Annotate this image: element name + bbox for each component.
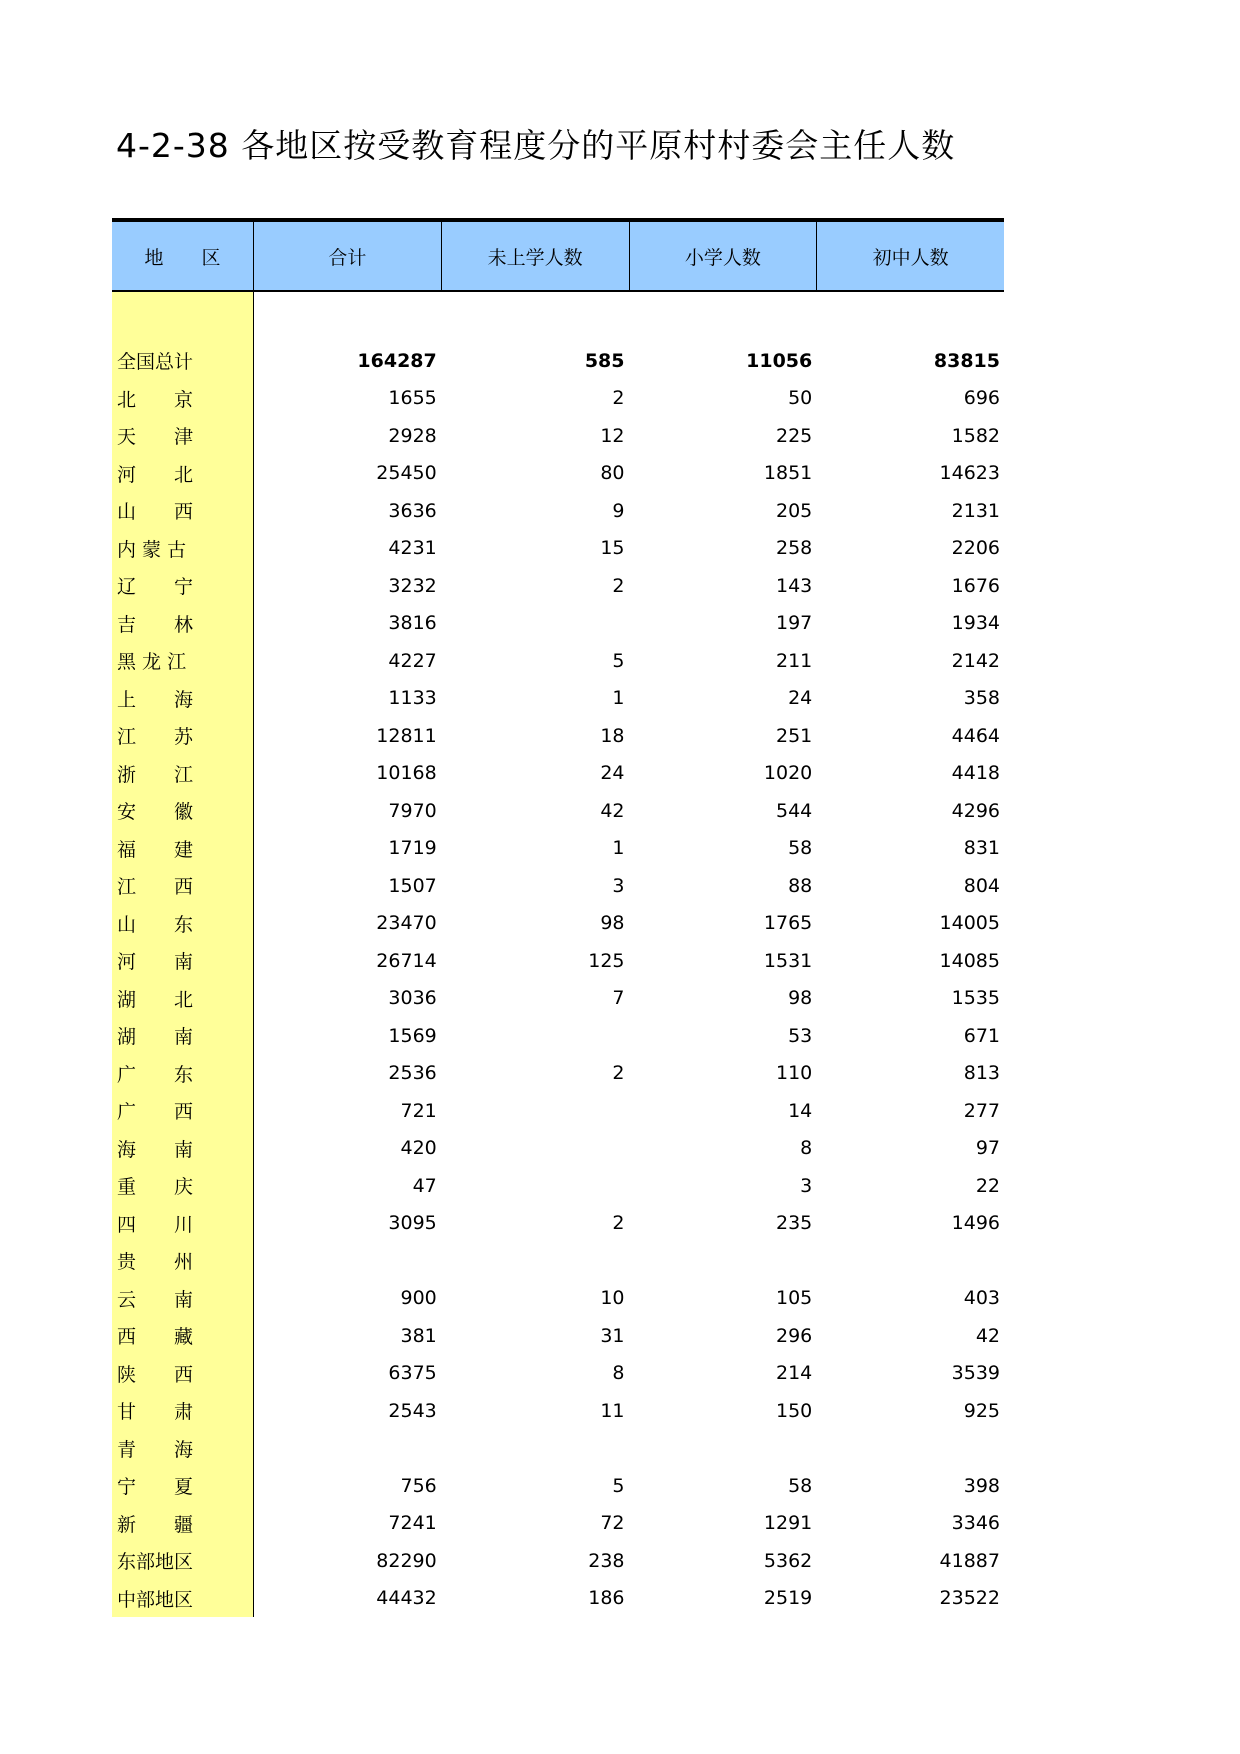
region-name: 西 藏 [117,1326,194,1349]
total-cell: 47 [412,1174,437,1197]
no-school-cell: 80 [600,462,625,485]
junior-high-cell: 14623 [939,462,1000,485]
region-name: 中部地区 [117,1588,194,1611]
table-row [112,1505,1004,1543]
header-region: 地 区 [144,246,221,269]
table-row [112,642,1004,680]
junior-high-cell: 804 [963,874,1000,897]
primary-cell: 98 [788,987,813,1010]
total-cell: 25450 [376,462,437,485]
region-name: 河 北 [117,463,194,486]
table-row [112,567,1004,605]
junior-high-cell: 358 [963,687,1000,710]
table-row [112,605,1004,643]
region-name: 上 海 [117,688,194,711]
table-row [112,1242,1004,1280]
total-cell: 4231 [388,537,437,560]
table-row [112,530,1004,568]
total-cell: 721 [400,1099,437,1122]
primary-cell: 2519 [763,1587,813,1610]
region-name: 全国总计 [117,351,194,374]
table-row [112,1467,1004,1505]
primary-cell: 150 [775,1399,813,1422]
header-total: 合计 [253,222,441,290]
junior-high-cell: 4296 [951,799,1000,822]
junior-high-cell: 831 [963,837,1000,860]
region-name: 海 南 [117,1138,194,1161]
junior-high-cell: 42 [975,1324,1000,1347]
junior-high-cell: 403 [963,1287,1000,1310]
table-row [112,1542,1004,1580]
junior-high-cell: 671 [963,1024,1000,1047]
total-cell: 3816 [388,612,437,635]
table-row [112,1280,1004,1318]
junior-high-cell: 2142 [951,649,1000,672]
total-cell: 3232 [388,574,437,597]
junior-high-cell: 14085 [939,949,1000,972]
primary-cell: 3 [800,1174,813,1197]
junior-high-cell: 2131 [951,499,1000,522]
table-row [112,342,1004,380]
table-row [112,1205,1004,1243]
no-school-cell: 42 [600,799,625,822]
table-row [112,1092,1004,1130]
no-school-cell: 1 [612,687,625,710]
no-school-cell: 2 [612,1062,625,1085]
data-table [112,218,1004,1617]
no-school-cell: 5 [612,649,625,672]
no-school-cell: 238 [588,1549,625,1572]
table-row [112,1317,1004,1355]
primary-cell: 105 [775,1287,813,1310]
no-school-cell: 24 [600,762,625,785]
total-cell: 900 [400,1287,437,1310]
region-name: 广 西 [117,1101,194,1124]
table-row [112,942,1004,980]
junior-high-cell: 925 [963,1399,1000,1422]
junior-high-cell: 1934 [951,612,1000,635]
junior-high-cell: 813 [963,1062,1000,1085]
total-cell: 44432 [376,1587,437,1610]
total-cell: 1719 [388,837,437,860]
junior-high-cell: 14005 [939,912,1000,935]
table-row [112,1130,1004,1168]
primary-cell: 58 [788,837,813,860]
region-name: 河 南 [117,951,194,974]
total-cell: 2928 [388,424,437,447]
no-school-cell: 3 [612,874,625,897]
table-row [112,905,1004,943]
total-cell: 2543 [388,1399,437,1422]
header-junior-high: 初中人数 [816,222,1004,290]
table-row [112,680,1004,718]
total-cell: 26714 [376,949,437,972]
no-school-cell: 31 [600,1324,625,1347]
region-name: 辽 宁 [117,576,194,599]
primary-cell: 225 [775,424,813,447]
primary-cell: 258 [775,537,813,560]
total-cell: 164287 [357,349,437,372]
primary-cell: 544 [775,799,813,822]
total-cell: 23470 [376,912,437,935]
region-name: 江 西 [117,876,194,899]
total-cell: 1507 [388,874,437,897]
region-name: 东部地区 [117,1551,194,1574]
primary-cell: 14 [788,1099,813,1122]
no-school-cell: 9 [612,499,625,522]
region-name: 山 东 [117,913,194,936]
total-cell: 7970 [388,799,437,822]
total-cell: 4227 [388,649,437,672]
junior-high-cell: 3539 [951,1362,1000,1385]
primary-cell: 143 [775,574,813,597]
primary-cell: 11056 [746,349,813,372]
primary-cell: 1851 [763,462,813,485]
table-row [112,1017,1004,1055]
table-row [112,380,1004,418]
table-row [112,755,1004,793]
region-name: 黑 龙 江 [117,651,187,674]
total-cell: 2536 [388,1062,437,1085]
header-spacer [112,292,1004,342]
total-cell: 3036 [388,987,437,1010]
header-primary: 小学人数 [629,222,817,290]
primary-cell: 1020 [763,762,813,785]
region-name: 吉 林 [117,613,194,636]
primary-cell: 296 [775,1324,813,1347]
primary-cell: 110 [775,1062,813,1085]
total-cell: 1133 [388,687,437,710]
junior-high-cell: 41887 [939,1549,1000,1572]
total-cell: 381 [400,1324,437,1347]
table-row [112,1167,1004,1205]
junior-high-cell: 696 [963,387,1000,410]
primary-cell: 8 [800,1137,813,1160]
primary-cell: 50 [788,387,813,410]
table-row [112,1580,1004,1618]
junior-high-cell: 1676 [951,574,1000,597]
region-name: 内 蒙 古 [117,538,187,561]
region-name: 宁 夏 [117,1476,194,1499]
region-name: 湖 北 [117,988,194,1011]
junior-high-cell: 1535 [951,987,1000,1010]
total-cell: 12811 [376,724,437,747]
primary-cell: 5362 [763,1549,813,1572]
table-row [112,867,1004,905]
primary-cell: 211 [775,649,813,672]
primary-cell: 53 [788,1024,813,1047]
page-title: 4-2-38 各地区按受教育程度分的平原村村委会主任人数 [116,126,956,165]
no-school-cell: 2 [612,1212,625,1235]
no-school-cell: 98 [600,912,625,935]
region-name: 四 川 [117,1213,194,1236]
total-cell: 756 [400,1474,437,1497]
table-row [112,455,1004,493]
total-cell: 7241 [388,1512,437,1535]
no-school-cell: 125 [588,949,625,972]
region-name: 浙 江 [117,763,194,786]
junior-high-cell: 22 [975,1174,1000,1197]
no-school-cell: 2 [612,387,625,410]
junior-high-cell: 1496 [951,1212,1000,1235]
table-row [112,1430,1004,1468]
junior-high-cell: 3346 [951,1512,1000,1535]
no-school-cell: 8 [612,1362,625,1385]
junior-high-cell: 277 [963,1099,1000,1122]
region-name: 新 疆 [117,1513,194,1536]
table-row [112,830,1004,868]
header-no-school: 未上学人数 [441,222,629,290]
table-row [112,717,1004,755]
primary-cell: 1291 [763,1512,813,1535]
primary-cell: 1531 [763,949,813,972]
region-name: 广 东 [117,1063,194,1086]
junior-high-cell: 97 [975,1137,1000,1160]
region-name: 江 苏 [117,726,194,749]
junior-high-cell: 4464 [951,724,1000,747]
table-header [112,222,1004,292]
table-row [112,1055,1004,1093]
junior-high-cell: 23522 [939,1587,1000,1610]
region-name: 湖 南 [117,1026,194,1049]
region-name: 云 南 [117,1288,194,1311]
total-cell: 3636 [388,499,437,522]
total-cell: 1569 [388,1024,437,1047]
primary-cell: 235 [775,1212,813,1235]
junior-high-cell: 1582 [951,424,1000,447]
primary-cell: 58 [788,1474,813,1497]
total-cell: 10168 [376,762,437,785]
no-school-cell: 10 [600,1287,625,1310]
region-name: 重 庆 [117,1176,194,1199]
total-cell: 82290 [376,1549,437,1572]
table-body [112,292,1004,1617]
table-row [112,1392,1004,1430]
region-name: 安 徽 [117,801,194,824]
table-row [112,1355,1004,1393]
primary-cell: 1765 [763,912,813,935]
primary-cell: 24 [788,687,813,710]
primary-cell: 197 [775,612,813,635]
primary-cell: 251 [775,724,813,747]
total-cell: 420 [400,1137,437,1160]
region-name: 甘 肃 [117,1401,194,1424]
primary-cell: 88 [788,874,813,897]
no-school-cell: 1 [612,837,625,860]
junior-high-cell: 398 [963,1474,1000,1497]
region-name: 山 西 [117,501,194,524]
region-name: 青 海 [117,1438,194,1461]
no-school-cell: 186 [588,1587,625,1610]
junior-high-cell: 2206 [951,537,1000,560]
table-row [112,980,1004,1018]
no-school-cell: 585 [584,349,625,372]
total-cell: 6375 [388,1362,437,1385]
table-row [112,792,1004,830]
table-row [112,417,1004,455]
region-name: 陕 西 [117,1363,194,1386]
no-school-cell: 15 [600,537,625,560]
primary-cell: 205 [775,499,813,522]
no-school-cell: 72 [600,1512,625,1535]
junior-high-cell: 4418 [951,762,1000,785]
table-row [112,492,1004,530]
primary-cell: 214 [775,1362,813,1385]
no-school-cell: 11 [600,1399,625,1422]
no-school-cell: 18 [600,724,625,747]
total-cell: 3095 [388,1212,437,1235]
no-school-cell: 5 [612,1474,625,1497]
region-name: 北 京 [117,388,194,411]
region-name: 天 津 [117,426,194,449]
region-name: 福 建 [117,838,194,861]
total-cell: 1655 [388,387,437,410]
no-school-cell: 12 [600,424,625,447]
junior-high-cell: 83815 [933,349,1000,372]
no-school-cell: 2 [612,574,625,597]
no-school-cell: 7 [612,987,625,1010]
region-name: 贵 州 [117,1251,194,1274]
